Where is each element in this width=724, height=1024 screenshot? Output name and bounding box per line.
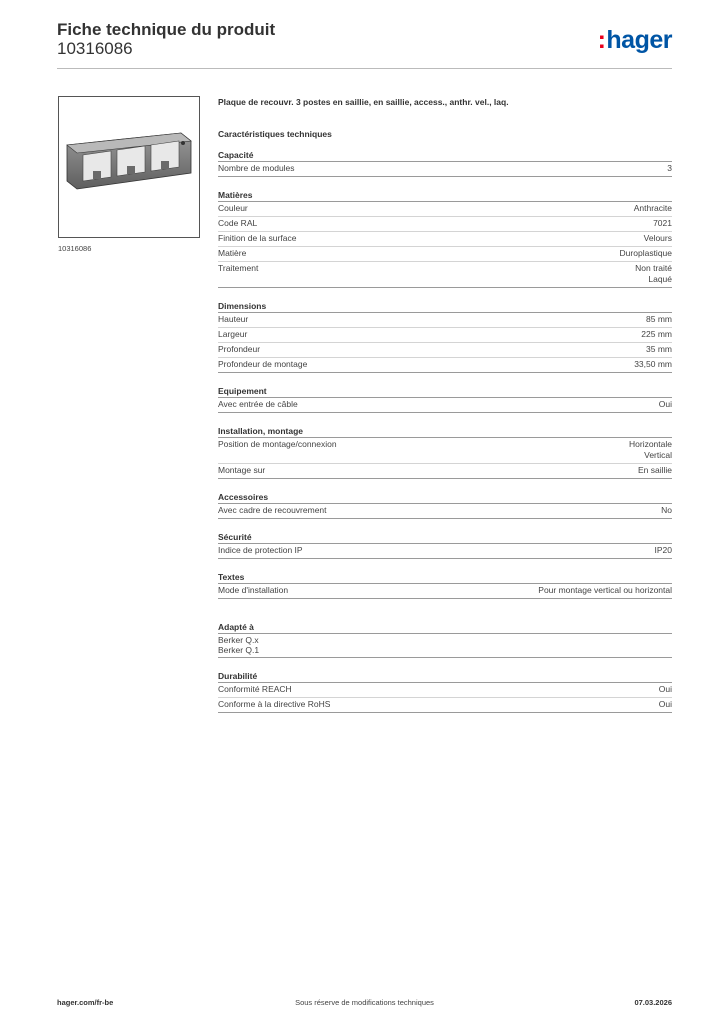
spec-value-line: 225 mm — [641, 329, 672, 339]
spec-value — [646, 314, 672, 325]
spec-value-line: En saillie — [637, 465, 672, 475]
image-caption: 10316086 — [58, 244, 92, 253]
spec-label: Conforme à la directive RoHS — [218, 699, 331, 709]
spec-value-line: No — [661, 505, 672, 515]
spec-label: Position de montage/connexion — [218, 439, 337, 449]
spec-row — [218, 328, 672, 343]
spec-row — [218, 313, 672, 328]
group-heading: Dimensions — [218, 300, 672, 313]
spec-value — [629, 439, 672, 461]
group-heading: Sécurité — [218, 531, 672, 544]
spec-row — [218, 504, 672, 519]
spec-row — [218, 544, 672, 559]
spec-row — [218, 358, 672, 373]
group-heading: Capacité — [218, 149, 672, 162]
spec-value-line: 35 mm — [646, 344, 672, 354]
technical-groups — [218, 149, 672, 599]
spec-group — [218, 491, 672, 519]
group-heading: Installation, montage — [218, 425, 672, 438]
technical-section-title: Caractéristiques techniques — [218, 129, 332, 139]
spec-value-line: Horizontale — [629, 439, 672, 449]
group-heading: Matières — [218, 189, 672, 202]
spec-value-line: Oui — [658, 699, 672, 709]
page-title: Fiche technique du produit — [57, 20, 276, 39]
spec-value — [644, 233, 672, 244]
spec-value — [667, 163, 672, 174]
spec-label: Profondeur — [218, 344, 261, 354]
product-description: Plaque de recouvr. 3 postes en saillie, en saillie, access., anthr. vel., laq. — [218, 97, 509, 107]
spec-value-line: Velours — [643, 233, 672, 243]
spec-value-line: Oui — [658, 399, 672, 409]
footer-website[interactable]: hager.com/fr-be — [57, 998, 114, 1007]
spec-value-line: 3 — [667, 163, 672, 173]
spec-label: Avec cadre de recouvrement — [218, 505, 327, 515]
spec-group — [218, 149, 672, 177]
spec-value — [655, 545, 673, 556]
spec-value-line: 7021 — [653, 218, 672, 228]
footer-date: 07.03.2026 — [634, 998, 672, 1007]
spec-row — [218, 247, 672, 262]
spec-group — [218, 300, 672, 373]
spec-row — [218, 343, 672, 358]
spec-value — [638, 465, 672, 476]
product-image — [58, 96, 200, 238]
spec-label: Nombre de modules — [218, 163, 295, 173]
list-item: Berker Q.x — [218, 635, 259, 645]
spec-value — [659, 699, 672, 710]
spec-label: Traitement — [218, 263, 259, 273]
spec-value — [635, 263, 672, 285]
spec-value-line: Oui — [658, 684, 672, 694]
spec-row — [218, 262, 672, 288]
spec-label: Profondeur de montage — [218, 359, 308, 369]
header-divider — [57, 68, 672, 69]
spec-value-line: 33,50 mm — [634, 359, 672, 369]
spec-row — [218, 232, 672, 247]
main-content — [218, 96, 672, 713]
group-heading: Equipement — [218, 385, 672, 398]
spec-value-line: 85 mm — [646, 314, 672, 324]
spec-value — [641, 329, 672, 340]
durability-group — [218, 670, 672, 713]
spec-label: Matière — [218, 248, 247, 258]
spec-value-line: Duroplastique — [619, 248, 672, 258]
spec-row — [218, 683, 672, 698]
spec-label: Couleur — [218, 203, 248, 213]
spec-row — [218, 162, 672, 177]
spec-row — [218, 584, 672, 599]
spec-value — [646, 344, 672, 355]
spec-label: Indice de protection IP — [218, 545, 303, 555]
spec-label: Largeur — [218, 329, 248, 339]
spec-label: Hauteur — [218, 314, 249, 324]
spec-value — [634, 203, 672, 214]
spec-value-line: IP20 — [654, 545, 672, 555]
spec-row — [218, 217, 672, 232]
group-heading: Adapté à — [218, 621, 672, 634]
spec-value — [659, 684, 672, 695]
spec-value — [620, 248, 672, 259]
product-code: 10316086 — [57, 39, 133, 58]
spec-label: Montage sur — [218, 465, 266, 475]
cover-plate-image — [59, 97, 199, 237]
spec-row — [218, 202, 672, 217]
spec-value — [634, 359, 672, 370]
spec-value-line: Laqué — [648, 274, 672, 284]
spec-group — [218, 425, 672, 479]
hager-logo — [598, 28, 672, 53]
group-heading: Accessoires — [218, 491, 672, 504]
group-heading: Textes — [218, 571, 672, 584]
spec-row — [218, 438, 672, 464]
spec-value-line: Anthracite — [633, 203, 672, 213]
spec-label: Avec entrée de câble — [218, 399, 298, 409]
spec-label: Code RAL — [218, 218, 258, 228]
spec-group — [218, 571, 672, 599]
list-item: Berker Q.1 — [218, 645, 260, 655]
spec-group — [218, 189, 672, 288]
spec-value — [661, 505, 672, 516]
spec-value-line: Pour montage vertical ou horizontal — [538, 585, 672, 595]
logo-colon-icon: : — [597, 26, 606, 54]
spec-value-line: Vertical — [644, 450, 672, 460]
spec-value — [653, 218, 672, 229]
spec-label: Conformité REACH — [218, 684, 292, 694]
spec-label: Finition de la surface — [218, 233, 297, 243]
spec-group — [218, 385, 672, 413]
spec-value — [538, 585, 672, 596]
spec-label: Mode d'installation — [218, 585, 289, 595]
spec-group — [218, 531, 672, 559]
spec-row — [218, 698, 672, 713]
suitable-group — [218, 621, 672, 658]
spec-value — [659, 399, 672, 410]
durability-rows — [218, 683, 672, 713]
group-heading: Durabilité — [218, 670, 672, 683]
spec-value-line: Non traité — [635, 263, 672, 273]
spec-row — [218, 398, 672, 413]
suitable-list — [218, 634, 672, 658]
logo-text: hager — [606, 26, 672, 54]
footer-notice: Sous réserve de modifications techniques — [295, 998, 434, 1007]
spec-row — [218, 464, 672, 479]
